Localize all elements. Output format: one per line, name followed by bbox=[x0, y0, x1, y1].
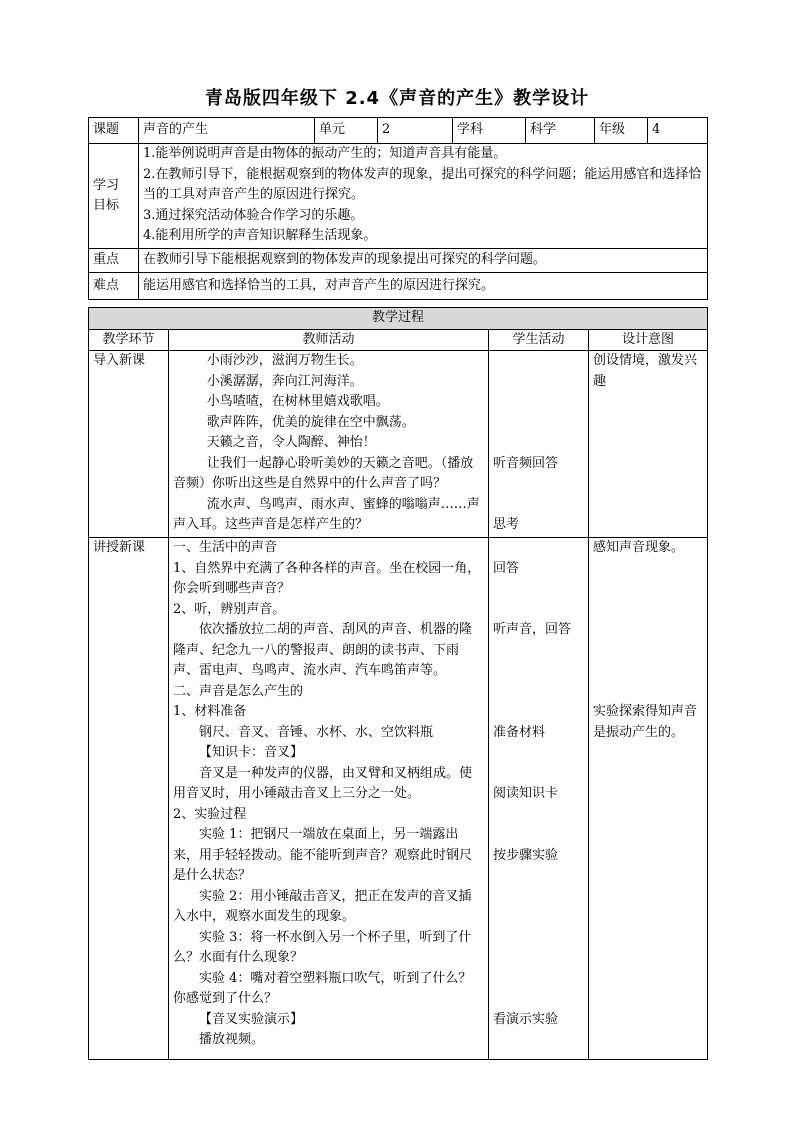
intro-line: 小雨沙沙，滋润万物生长。 bbox=[206, 353, 363, 368]
page-title: 青岛版四年级下 2.4《声音的产生》教学设计 bbox=[204, 88, 590, 109]
intro-line: 天籁之音，令人陶醉、神怡！ bbox=[206, 435, 376, 450]
process-heading: 教学过程 bbox=[89, 308, 708, 330]
lecture-intent bbox=[589, 538, 708, 1060]
lecture-line: 1、自然界中充满了各种各样的声音。坐在校园一角，你会听到哪些声音？ bbox=[173, 560, 481, 596]
lecture-student-5: 按步骤实验 bbox=[493, 847, 559, 863]
lecture-teacher bbox=[169, 538, 489, 1060]
process-table bbox=[88, 307, 708, 1060]
lecture-line: 实验 3：将一杯水倒入另一个杯子里，听到了什么？水面有什么现象？ bbox=[173, 929, 472, 965]
lecture-line: 1、材料准备 bbox=[173, 704, 247, 719]
intro-student bbox=[489, 351, 589, 538]
grade-label: 年级 bbox=[595, 118, 648, 144]
intro-line: 小鸟喳喳，在树林里嬉戏歌唱。 bbox=[206, 394, 389, 409]
lecture-intent-1: 感知声音现象。 bbox=[593, 540, 685, 555]
lecture-line: 2、听，辨别声音。 bbox=[173, 601, 286, 617]
topic-value: 声音的产生 bbox=[139, 118, 315, 144]
col-header-intent: 设计意图 bbox=[589, 329, 708, 351]
lecture-student-4: 阅读知识卡 bbox=[493, 786, 559, 801]
intro-intent: 创设情境，激发兴趣 bbox=[589, 351, 708, 538]
key-text: 在教师引导下能根据观察到的物体发声的现象提出可探究的科学问题。 bbox=[139, 249, 708, 273]
lecture-student-2: 听声音，回答 bbox=[493, 622, 572, 637]
lecture-intent-2: 实验探索得知声音是振动产生的。 bbox=[593, 704, 698, 740]
lecture-student bbox=[489, 538, 589, 1060]
intro-stage: 导入新课 bbox=[89, 351, 169, 538]
subject-value: 科学 bbox=[526, 118, 595, 144]
lecture-line: 实验 1：把钢尺一端放在桌面上，另一端露出来，用手轻轻拨动。能不能听到声音？观察此时钢尺是什么状态？ bbox=[173, 827, 473, 883]
unit-value: 2 bbox=[378, 118, 453, 144]
lecture-line: 实验 4：嘴对着空塑料瓶口吹气，听到了什么？你感觉到了什么？ bbox=[173, 970, 472, 1006]
goal-item: 4.能利用所学的声音知识解释生活现象。 bbox=[143, 228, 377, 243]
lecture-line: 【知识卡：音叉】 bbox=[199, 745, 304, 760]
intro-student-1: 听音频回答 bbox=[493, 455, 559, 471]
lecture-line: 2、实验过程 bbox=[173, 806, 247, 822]
lecture-line: 依次播放拉二胡的声音、刮风的声音、机器的隆隆声、纪念九一八的警报声、朗朗的读书声、下雨声、雷电声、鸟鸣声、流水声、汽车鸣笛声等。 bbox=[173, 622, 473, 678]
intro-line: 让我们一起静心聆听美妙的天籁之音吧。（播放音频）你听出这些是自然界中的什么声音了吗？ bbox=[173, 455, 474, 491]
lecture-line: 播放视频。 bbox=[199, 1032, 265, 1047]
difficulty-label: 难点 bbox=[89, 273, 139, 300]
lecture-line: 二、声音是怎么产生的 bbox=[173, 683, 304, 699]
topic-label: 课题 bbox=[89, 118, 139, 144]
goal-item: 2.在教师引导下，能根据观察到的物体发声的现象，提出可探究的科学问题；能运用感官和选择恰当的工具对声音产生的原因进行探究。 bbox=[143, 166, 702, 202]
intro-teacher bbox=[169, 351, 489, 538]
intro-line: 小溪潺潺，奔向江河海洋。 bbox=[206, 373, 363, 389]
key-label: 重点 bbox=[89, 249, 139, 273]
grade-value: 4 bbox=[648, 118, 708, 144]
col-header-teacher: 教师活动 bbox=[169, 329, 489, 351]
col-header-stage: 教学环节 bbox=[89, 329, 169, 351]
lecture-line: 一、生活中的声音 bbox=[173, 540, 278, 555]
goal-item: 3.通过探究活动体验合作学习的乐趣。 bbox=[143, 207, 364, 223]
goals-content bbox=[139, 144, 708, 249]
intro-student-2: 思考 bbox=[493, 517, 520, 532]
goal-item: 1.能举例说明声音是由物体的振动产生的；知道声音具有能量。 bbox=[143, 146, 507, 161]
goals-label: 学习 目标 bbox=[89, 144, 139, 249]
intro-line: 歌声阵阵，优美的旋律在空中飘荡。 bbox=[206, 414, 415, 430]
subject-label: 学科 bbox=[453, 118, 526, 144]
lecture-line: 实验 2：用小锤敲击音叉，把正在发声的音叉插入水中，观察水面发生的现象。 bbox=[173, 888, 472, 924]
lecture-student-1: 回答 bbox=[493, 560, 520, 576]
info-table bbox=[88, 117, 708, 300]
lecture-line: 音叉是一种发声的仪器，由叉臂和叉柄组成。使用音叉时，用小锤敲击音叉上三分之一处。 bbox=[173, 765, 473, 801]
lecture-student-6: 看演示实验 bbox=[493, 1011, 559, 1027]
col-header-student: 学生活动 bbox=[489, 329, 589, 351]
unit-label: 单元 bbox=[315, 118, 378, 144]
intro-line: 流水声、鸟鸣声、雨水声、蜜蜂的嗡嗡声……声声入耳。这些声音是怎样产生的？ bbox=[173, 496, 480, 532]
lecture-line: 【音叉实验演示】 bbox=[199, 1011, 304, 1027]
lecture-stage: 讲授新课 bbox=[89, 538, 169, 1060]
lecture-student-3: 准备材料 bbox=[493, 724, 546, 740]
lecture-line: 钢尺、音叉、音锤、水杯、水、空饮料瓶 bbox=[199, 724, 434, 740]
difficulty-text: 能运用感官和选择恰当的工具，对声音产生的原因进行探究。 bbox=[139, 273, 708, 300]
